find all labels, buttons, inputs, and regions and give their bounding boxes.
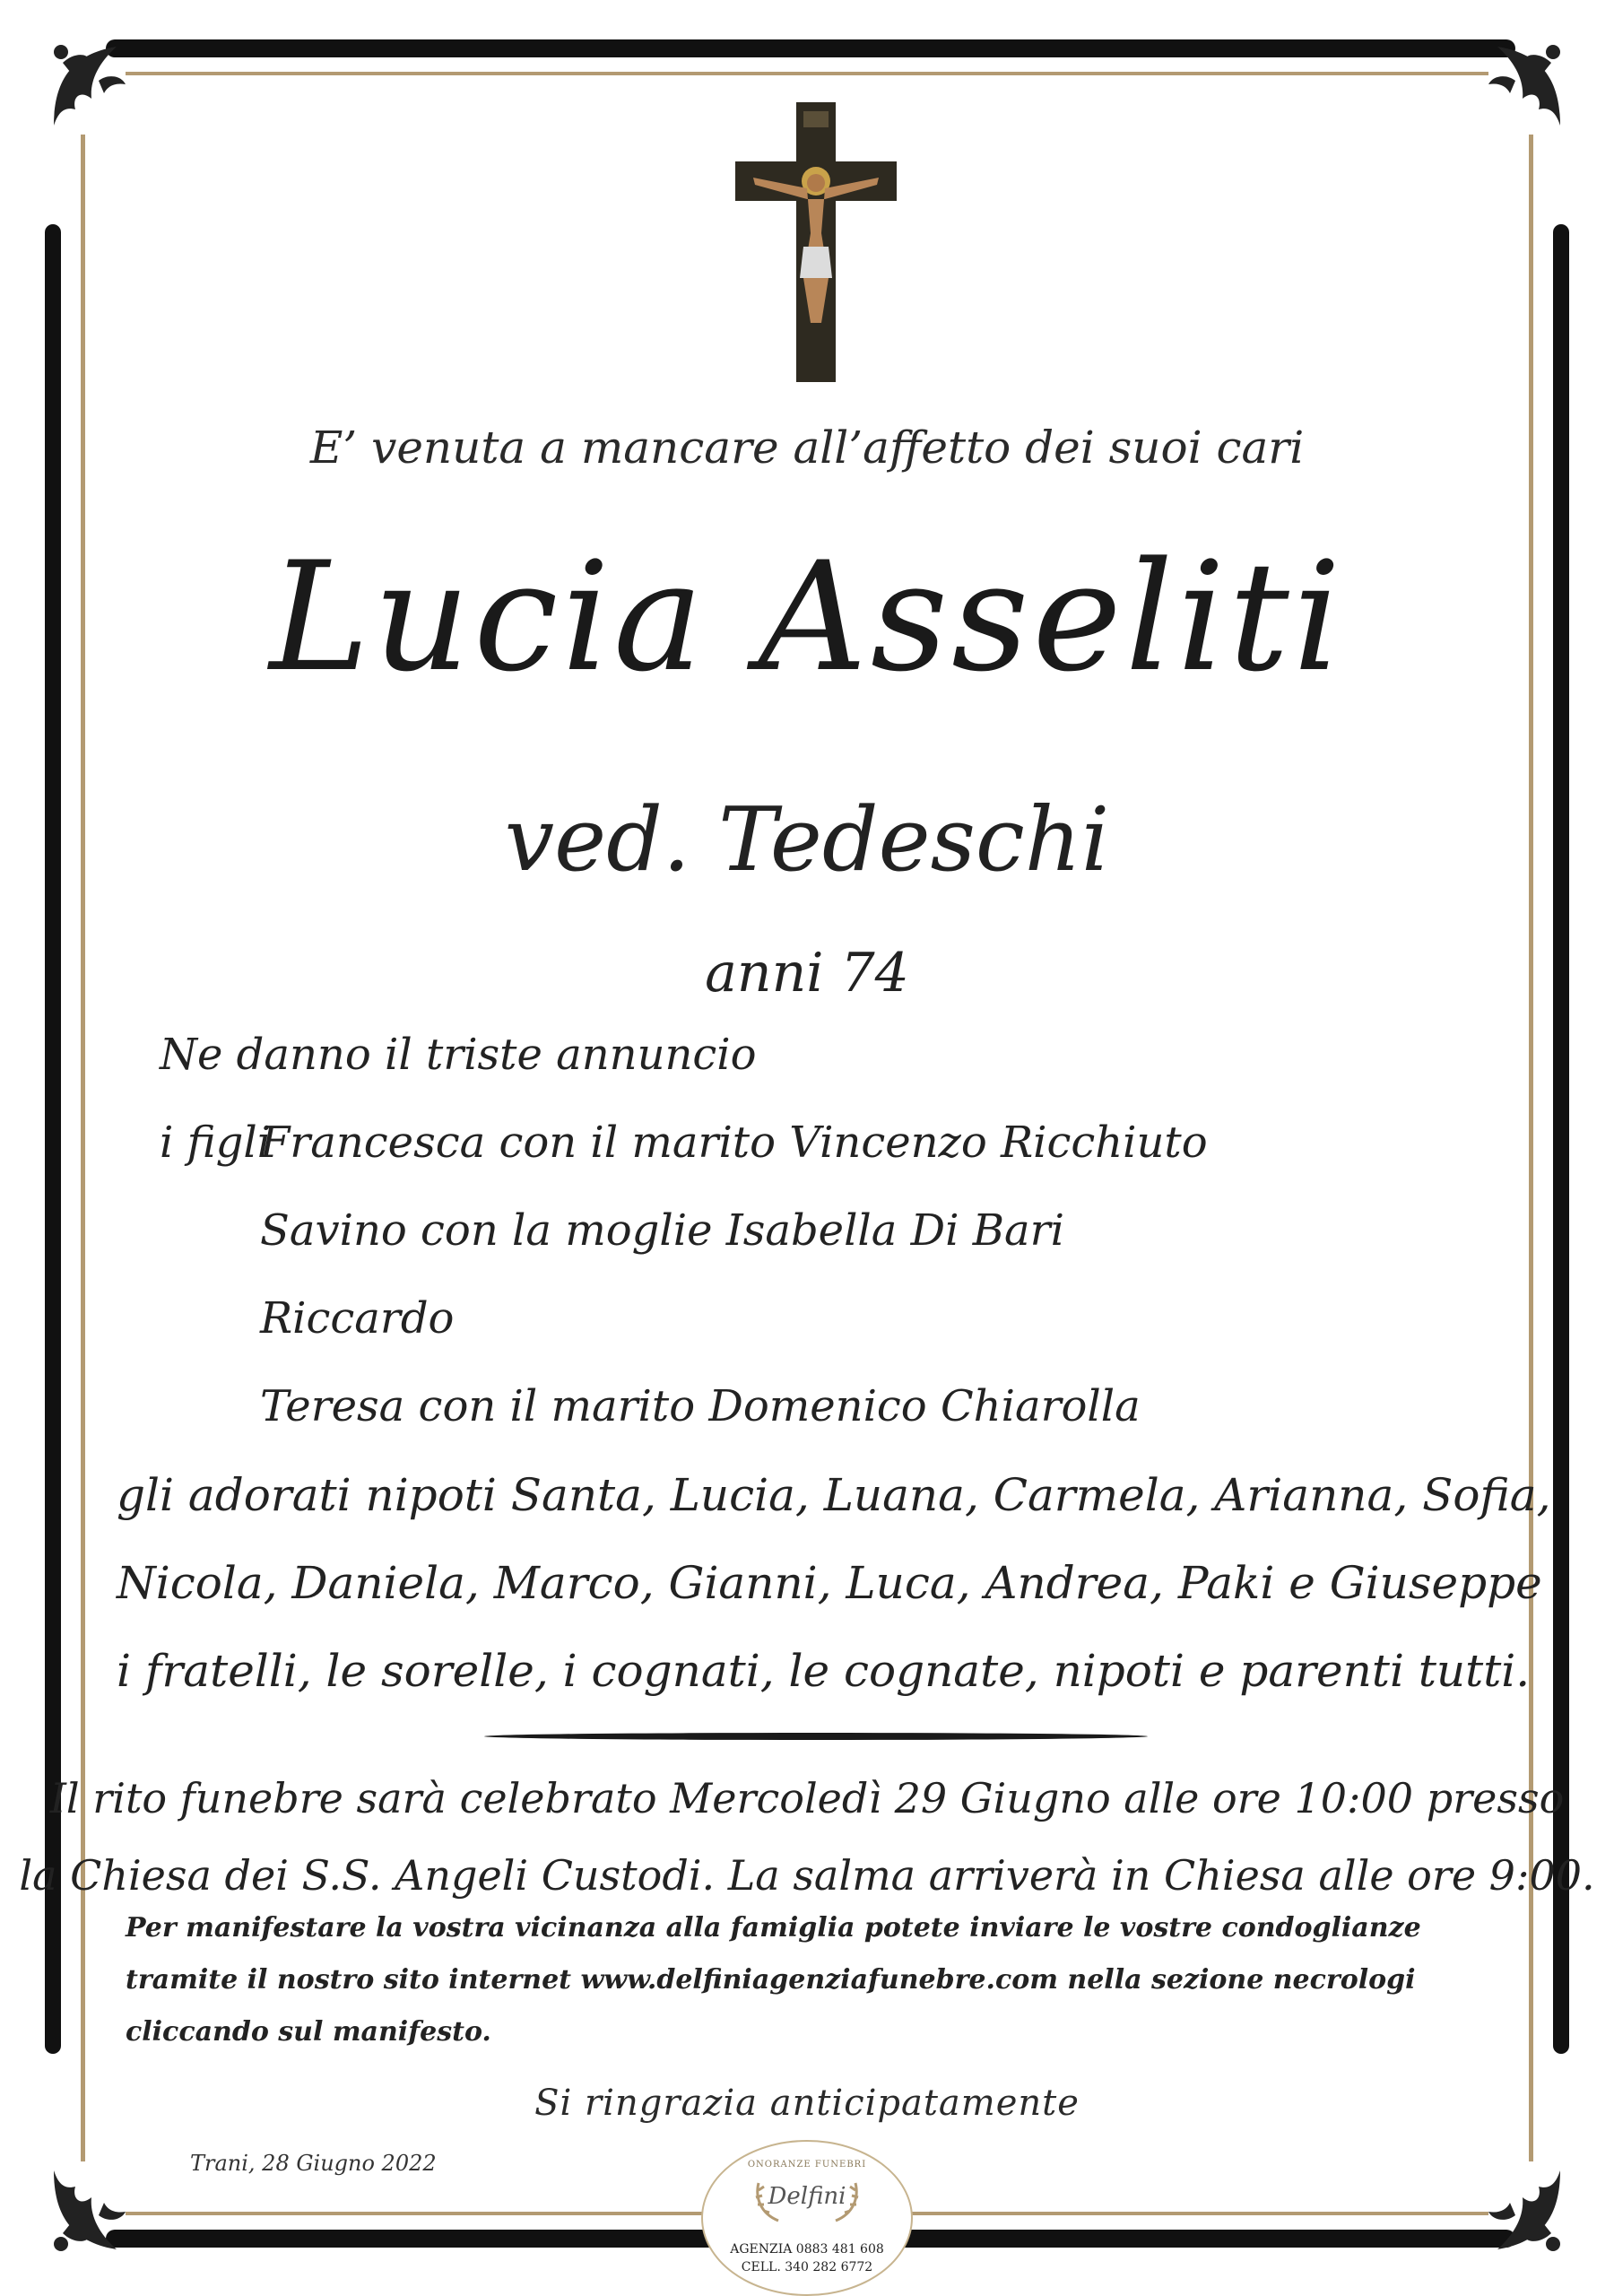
funeral-rite-line: la Chiesa dei S.S. Angeli Custodi. La salma arriverà in Chiesa alle ore 9:00. bbox=[19, 1851, 1595, 1900]
married-name: ved. Tedeschi bbox=[504, 789, 1110, 891]
funeral-rite-line: Il rito funebre sarà celebrato Mercoledì 29 Giugno alle ore 10:00 presso bbox=[49, 1774, 1565, 1822]
condolence-note: tramite il nostro sito internet www.delfiniagenziafunebre.com nella sezione necrologi bbox=[126, 1964, 1416, 1996]
corner-ornament-icon bbox=[36, 2144, 161, 2269]
cell-phone: CELL. 340 282 6772 bbox=[741, 2260, 873, 2274]
corner-ornament-icon bbox=[36, 27, 161, 152]
agency-phone: AGENZIA 0883 481 608 bbox=[730, 2242, 884, 2257]
crucifix-icon bbox=[717, 99, 915, 386]
logo-brand: Delfini bbox=[768, 2183, 846, 2210]
children-first: Francesca con il marito Vincenzo Ricchiuto bbox=[260, 1118, 1208, 1168]
frame-gold-line-top bbox=[126, 72, 1488, 75]
children-line: Teresa con il marito Domenico Chiarolla bbox=[260, 1381, 1141, 1431]
thanks-text: Si ringrazia anticipatamente bbox=[534, 2083, 1080, 2124]
deceased-name: Lucia Asseliti bbox=[269, 529, 1345, 705]
condolence-note: Per manifestare la vostra vicinanza alla famiglia potete inviare le vostre condoglianze bbox=[126, 1912, 1421, 1944]
children-line: Riccardo bbox=[260, 1293, 455, 1344]
condolence-note: cliccando sul manifesto. bbox=[126, 2016, 491, 2048]
corner-ornament-icon bbox=[1453, 2144, 1578, 2269]
place-date: Trani, 28 Giugno 2022 bbox=[190, 2151, 437, 2176]
children-line: Savino con la moglie Isabella Di Bari bbox=[260, 1205, 1064, 1256]
grandchildren-line: gli adorati nipoti Santa, Lucia, Luana, Carmela, Arianna, Sofia, bbox=[117, 1469, 1551, 1521]
grandchildren-line: Nicola, Daniela, Marco, Gianni, Luca, Andrea, Paki e Giuseppe bbox=[117, 1557, 1542, 1609]
agency-logo bbox=[701, 2140, 913, 2296]
children-label: i figli bbox=[160, 1118, 272, 1168]
relatives-line: i fratelli, le sorelle, i cognati, le cognate, nipoti e parenti tutti. bbox=[117, 1645, 1531, 1697]
announcement-line: Ne danno il triste annuncio bbox=[160, 1030, 757, 1080]
frame-top-bar bbox=[106, 39, 1515, 57]
divider bbox=[484, 1733, 1148, 1740]
logo-tagline: ONORANZE FUNEBRI bbox=[747, 2160, 867, 2170]
children-line bbox=[160, 1118, 1208, 1168]
age: anni 74 bbox=[705, 942, 909, 1004]
intro-text: E’ venuta a mancare all’affetto dei suoi cari bbox=[309, 422, 1305, 474]
corner-ornament-icon bbox=[1453, 27, 1578, 152]
